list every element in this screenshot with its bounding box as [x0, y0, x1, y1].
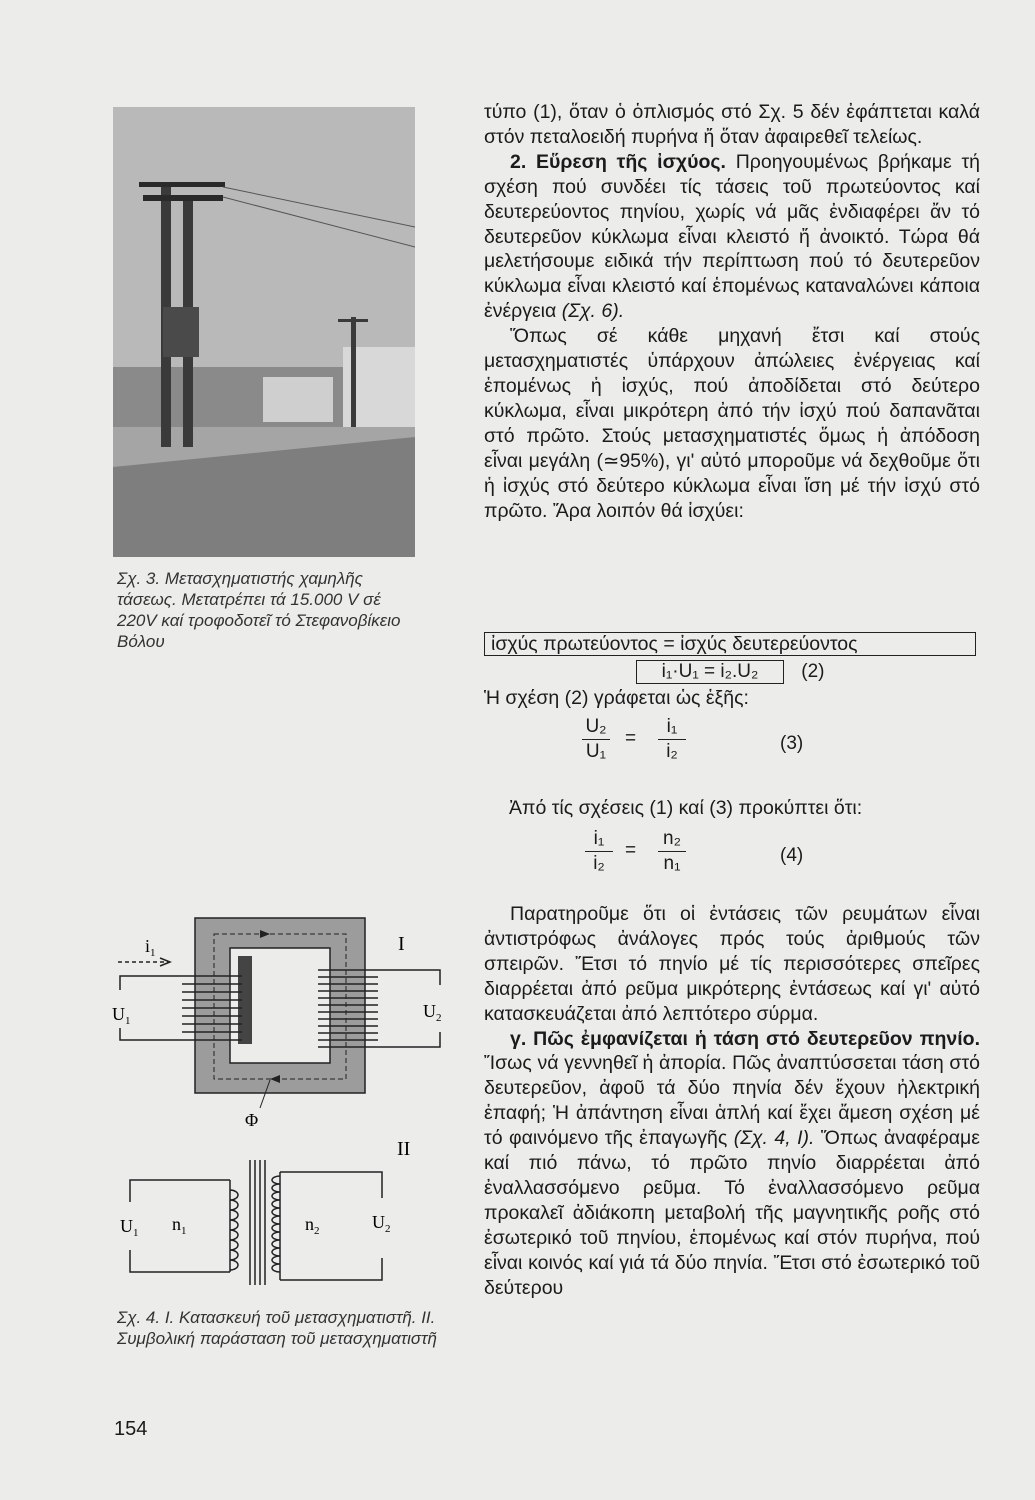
voltage-u2-label: $U_2$ [423, 1001, 442, 1024]
eq4-equals: = [625, 840, 637, 861]
transformer-photo [113, 107, 415, 557]
text-column-lower [484, 902, 980, 1301]
paragraph: Ὅπως σέ κάθε μηχανή ἔτσι καί στούς μετασχηματιστές ὑπάρχουν ἀπώλειες ἐνέργειας καί ἑπομένως ἡ ἰσχύς, πού ἀποδίδεται στό δεύτερο κύκλωμα, εἶναι μικρότερη ἀπό τήν ἰσχύ πού δαπανᾶται στό πρῶτο. Στούς μετασχηματιστές ὅμως ἡ ἀπόδοση εἶναι μεγάλη (≃95%), γι' αὐτό μποροῦμε νά δεχθοῦμε ὅτι ἡ ἰσχύς στό δεύτερο κύκλωμα εἶναι ἴση μέ τήν ἰσχύ στό πρῶτο. Ἄρα λοιπόν θά ἰσχύει: [484, 325, 980, 522]
figure-4-caption: Σχ. 4. Ι. Κατασκευή τοῦ μετασχηματιστῆ. ΙΙ. Συμβολική παράσταση τοῦ μετασχηματιστῆ [117, 1308, 437, 1348]
equation-3-number: (3) [780, 733, 804, 754]
text-column-upper [484, 100, 980, 523]
part-i-label: I [398, 933, 405, 955]
text-line-eq4 [509, 796, 979, 821]
equation-4-number: (4) [780, 845, 804, 866]
eq3-equals: = [625, 728, 637, 749]
eq4-lhs-fraction: i₁ i₂ [585, 828, 613, 875]
paragraph: Ἀπό τίς σχέσεις (1) καί (3) προκύπτει ὅτι: [509, 797, 863, 819]
current-i1-label: $i_1$ [145, 936, 156, 959]
power-equality-box: ἰσχύς πρωτεύοντος = ἰσχύς δευτερεύοντος [484, 632, 976, 656]
paragraph: γ. Πῶς ἐμφανίζεται ἡ τάση στό δευτερεῦον πηνίο. Ἴσως νά γεννηθεῖ ἡ ἀπορία. Πῶς ἀναπτύσσεται τάση στό δευτερεῦον, ἀφοῦ τά δύο πηνία δέν ἔχουν ἠλεκτρική ἐπαφή; Ἡ ἀπάντηση εἶναι ἁπλή καί ἔχει ἄμεση σχέση μέ τό φαινόμενο τῆς ἐπαγωγῆς (Σχ. 4, Ι). Ὅπως ἀναφέραμε καί πιό πάνω, τό πρῶτο πηνίο διαρρέεται ἀπό ἐναλλασσόμενο ρεῦμα. Τό ἐναλλασσόμενο ρεῦμα προκαλεῖ ἀδιάκοπη μεταβολή τῆς μαγνητικῆς ροῆς στό ἐσωτερικό τοῦ πηνίου, ἑπομένως καί στόν πυρήνα, πού εἶναι κοινός καί γιά τά δύο πηνία. Ἔτσι στό ἐσωτερικό τοῦ δεύτερου [484, 1027, 980, 1299]
voltage-u1-label: $U_1$ [112, 1004, 131, 1027]
eq3-rhs-fraction: i₁ i₂ [658, 716, 686, 763]
paragraph: Παρατηροῦμε ὅτι οἱ ἐντάσεις τῶν ρευμάτων εἶναι ἀντιστρόφως ἀνάλογες πρός τούς ἀριθμούς τῶν σπειρῶν. Ἔτσι τό πηνίο μέ τίς περισσότερες σπεῖρες διαρρέεται ἀπό ρεῦμα μικρότερης ἐντάσεως καί γι' αὐτό κατασκευάζεται ἀπό λεπτότερο σύρμα. [484, 903, 980, 1025]
paragraph: τύπο (1), ὅταν ὁ ὁπλισμός στό Σχ. 5 δέν ἐφάπτεται καλά στόν πεταλοειδή πυρήνα ἤ ὅταν ἀφαιρεθεῖ τελείως. [484, 101, 980, 148]
section-heading: 2. Εὕρεση τῆς ἰσχύος. [510, 150, 726, 173]
equation-2-box: i₁·U₁ = i₂.U₂ [636, 660, 784, 684]
symbol-u1-label: $U_1$ [120, 1216, 139, 1239]
equation-2-number: (2) [801, 661, 825, 682]
equation-2 [636, 660, 825, 684]
paragraph: 2. Εὕρεση τῆς ἰσχύος. Προηγουμένως βρήκαμε τή σχέση πού συνδέει τίς τάσεις τοῦ πρωτεύοντος καί δευτερεύοντος πηνίου, χωρίς νά μᾶς ἐνδιαφέρει ἄν τό δευτερεῦον κύκλωμα εἶναι κλειστό ἤ ἀνοικτό. Τώρα θά μελετήσουμε ειδικά τήν περίπτωση πού τό δευτερεῦον κύκλωμα εἶναι κλειστό καί ἑπομένως καταναλώνει κάποια ἐνέργεια (Σχ. 6). [484, 150, 980, 323]
eq3-lhs-fraction: U₂ U₁ [582, 716, 610, 763]
transformer-diagram [110, 910, 470, 1300]
section-heading: γ. Πῶς ἐμφανίζεται ἡ τάση στό δευτερεῦον πηνίο. [510, 1027, 980, 1050]
symbol-n2-label: $n_2$ [305, 1214, 320, 1237]
symbol-u2-label: $U_2$ [372, 1212, 391, 1235]
part-ii-label: II [397, 1138, 411, 1160]
paragraph: Ἡ σχέση (2) γράφεται ὡς ἑξῆς: [484, 687, 749, 709]
photo-icon [113, 107, 415, 557]
page-number: 154 [114, 1418, 148, 1440]
text-line-eq3 [484, 686, 980, 711]
flux-phi-label: Φ [245, 1110, 259, 1130]
eq4-rhs-fraction: n₂ n₁ [658, 828, 686, 875]
figure-3-caption: Σχ. 3. Μετασχηματιστής χαμηλῆς τάσεως. Μετατρέπει τά 15.000 V σέ 220V καί τροφοδοτεῖ τό Στεφανοβίκειο Βόλου [117, 569, 401, 651]
symbolic-transformer [130, 1160, 382, 1285]
symbol-n1-label: $n_1$ [172, 1214, 187, 1237]
